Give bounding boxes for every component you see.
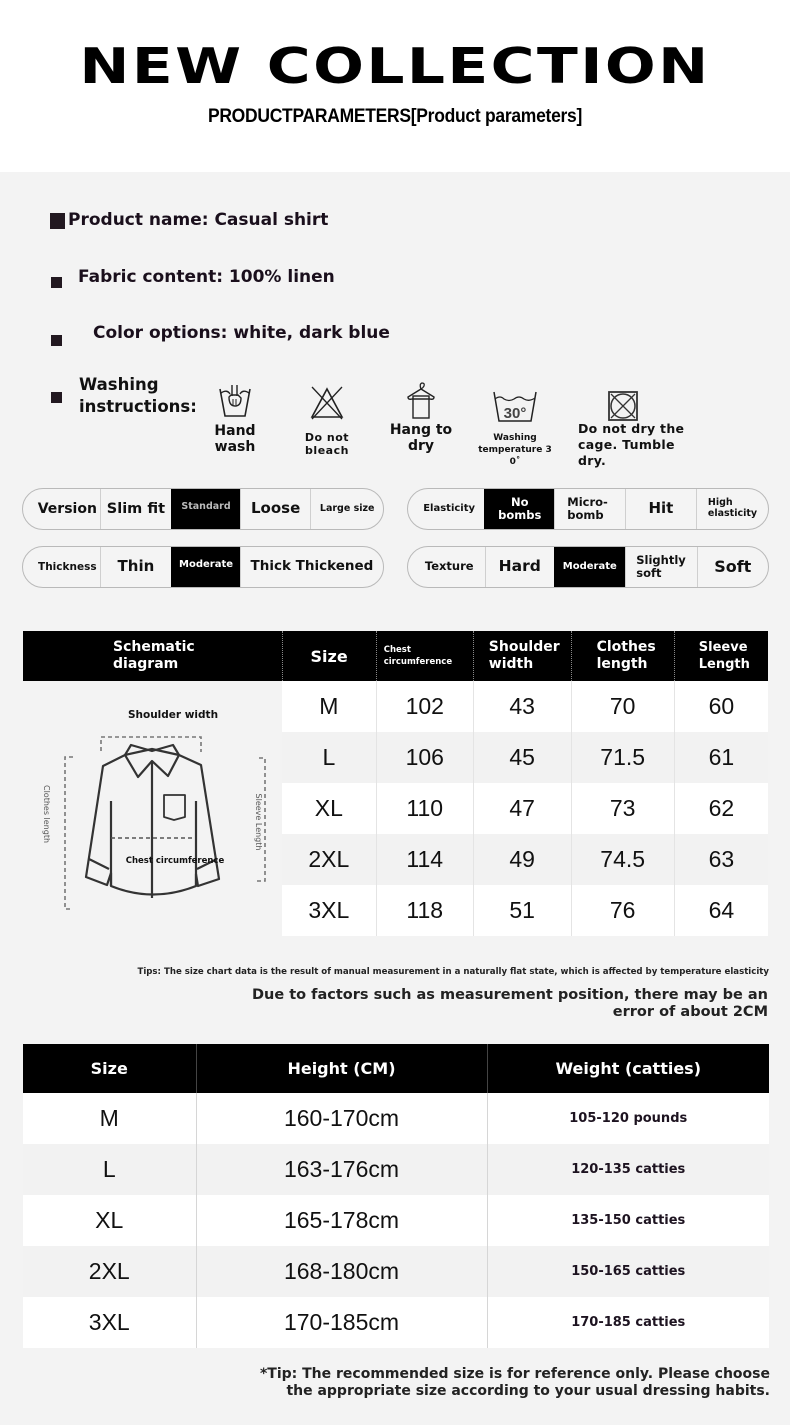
cell-weight: 150-165 catties	[487, 1246, 769, 1297]
wash-30-icon	[492, 390, 538, 424]
care-no-bleach	[282, 385, 372, 457]
attr-elasticity	[407, 488, 769, 530]
cell-shoulder: 45	[473, 732, 571, 783]
cell-weight: 105-120 pounds	[487, 1093, 769, 1144]
care-label: Do not bleach	[304, 431, 350, 457]
table-row	[23, 1297, 769, 1348]
care-hang-dry	[376, 380, 466, 454]
cell-size: 2XL	[282, 834, 376, 885]
footer-tip: *Tip: The recommended size is for reference only. Please choose the appropriate size according to your usual dressing habits.	[259, 1366, 770, 1399]
care-label: Do not dry the cage. Tumble dry.	[578, 421, 685, 468]
attr-option-high-elasticity[interactable]: High elasticity	[696, 489, 768, 529]
cell-sleeve: 63	[674, 834, 768, 885]
header-height: Height (CM)	[196, 1044, 487, 1093]
attr-option-no-bombs[interactable]: No bombs	[484, 489, 554, 529]
care-label: Washing temperature 3 0˚	[478, 433, 552, 467]
attr-option-loose[interactable]: Loose	[240, 489, 311, 529]
header-weight: Weight (catties)	[487, 1044, 769, 1093]
cell-size: L	[23, 1144, 196, 1195]
attr-option-moderate[interactable]: Moderate	[554, 547, 625, 587]
spec-fabric: Fabric content: 100% linen	[78, 267, 335, 287]
cell-shoulder: 47	[473, 783, 571, 834]
attr-option-hard[interactable]: Hard	[485, 547, 555, 587]
washing-instructions-label: Washing instructions:	[79, 375, 197, 416]
cell-size: L	[282, 732, 376, 783]
measurement-tip: Tips: The size chart data is the result of manual measurement in a naturally flat state, which is affected by temperature elasticity	[137, 967, 769, 977]
header-chest: Chest circumference	[376, 631, 473, 681]
attr-texture	[407, 546, 769, 588]
cell-height: 165-178cm	[196, 1195, 487, 1246]
no-tumble-dry-icon	[608, 391, 638, 421]
attr-name: Version	[37, 500, 97, 517]
cell-sleeve: 60	[674, 681, 768, 732]
table-row	[23, 1093, 769, 1144]
attr-name: Texture	[424, 559, 474, 574]
cell-size: M	[282, 681, 376, 732]
header-banner	[0, 0, 790, 172]
cell-chest: 118	[376, 885, 473, 936]
cell-clothes-length: 76	[571, 885, 674, 936]
cell-shoulder: 49	[473, 834, 571, 885]
care-no-tumble-dry	[578, 391, 688, 469]
care-hand-wash	[192, 383, 278, 455]
shirt-diagram-icon	[23, 681, 282, 936]
cell-height: 160-170cm	[196, 1093, 487, 1144]
attr-name: Elasticity	[423, 503, 476, 515]
error-tip: Due to factors such as measurement position, there may be an error of about 2CM	[251, 987, 768, 1020]
table-row	[23, 1195, 769, 1246]
header-shoulder: Shoulder width	[473, 631, 571, 681]
attr-option-thin[interactable]: Thin	[100, 547, 172, 587]
spec-colors: Color options: white, dark blue	[93, 323, 390, 343]
cell-chest: 110	[376, 783, 473, 834]
cell-height: 170-185cm	[196, 1297, 487, 1348]
schematic-diagram	[23, 681, 282, 936]
cell-weight: 170-185 catties	[487, 1297, 769, 1348]
cell-size: M	[23, 1093, 196, 1144]
bullet-square-icon	[51, 335, 62, 346]
cell-size: XL	[282, 783, 376, 834]
cell-size: 3XL	[282, 885, 376, 936]
table-row	[23, 1246, 769, 1297]
cell-size: XL	[23, 1195, 196, 1246]
clothes-length-label: Clothes length	[42, 784, 51, 844]
spec-product-name: Product name: Casual shirt	[68, 210, 329, 230]
cell-shoulder: 43	[473, 681, 571, 732]
bullet-square-icon	[51, 392, 62, 403]
care-label: Hang to dry	[389, 422, 453, 454]
cell-height: 163-176cm	[196, 1144, 487, 1195]
cell-clothes-length: 74.5	[571, 834, 674, 885]
sleeve-length-label: Sleeve Length	[254, 793, 263, 851]
attr-option-standard[interactable]: Standard	[171, 489, 240, 529]
wash-temp-text: 30°	[503, 405, 527, 422]
attr-option-hit[interactable]: Hit	[625, 489, 696, 529]
page-title: NEW COLLECTION	[79, 38, 711, 95]
cell-weight: 135-150 catties	[487, 1195, 769, 1246]
size-chart-table	[23, 631, 768, 936]
shoulder-width-label: Shoulder width	[127, 709, 219, 721]
attr-option-slightly-soft[interactable]: Slightly soft	[625, 547, 697, 587]
attr-version	[22, 488, 384, 530]
cell-clothes-length: 73	[571, 783, 674, 834]
cell-chest: 102	[376, 681, 473, 732]
attr-option-moderate[interactable]: Moderate	[171, 547, 240, 587]
cell-sleeve: 61	[674, 732, 768, 783]
attr-option-large-size[interactable]: Large size	[310, 489, 383, 529]
cell-shoulder: 51	[473, 885, 571, 936]
page-subtitle: PRODUCTPARAMETERS[Product parameters]	[207, 106, 583, 127]
no-bleach-icon	[308, 385, 346, 421]
chest-circumference-label: Chest circumference	[125, 856, 225, 866]
cell-sleeve: 64	[674, 885, 768, 936]
cell-size: 3XL	[23, 1297, 196, 1348]
cell-chest: 106	[376, 732, 473, 783]
cell-weight: 120-135 catties	[487, 1144, 769, 1195]
hand-wash-icon	[217, 383, 253, 419]
attr-option-micro-bomb[interactable]: Micro-bomb	[554, 489, 625, 529]
header-sleeve: Sleeve Length	[674, 631, 768, 681]
header-size: Size	[282, 631, 376, 681]
bullet-square-icon	[50, 213, 65, 229]
bullet-square-icon	[51, 277, 62, 288]
cell-chest: 114	[376, 834, 473, 885]
cell-size: 2XL	[23, 1246, 196, 1297]
hang-dry-icon	[404, 380, 438, 420]
header-size: Size	[23, 1044, 196, 1093]
attr-option-slim-fit[interactable]: Slim fit	[100, 489, 172, 529]
cell-clothes-length: 71.5	[571, 732, 674, 783]
attr-option-soft[interactable]: Soft	[697, 547, 769, 587]
header-schematic: Schematic diagram	[23, 631, 282, 681]
attr-thickness	[22, 546, 384, 588]
attr-option-thick-thickened[interactable]: Thick Thickened	[240, 547, 383, 587]
cell-clothes-length: 70	[571, 681, 674, 732]
size-recommendation-table	[23, 1044, 769, 1348]
cell-sleeve: 62	[674, 783, 768, 834]
cell-height: 168-180cm	[196, 1246, 487, 1297]
attr-name: Thickness	[38, 560, 97, 573]
table-row	[23, 1144, 769, 1195]
care-label: Hand wash	[214, 423, 256, 455]
care-wash-30	[470, 390, 560, 468]
recommend-header	[23, 1044, 769, 1093]
header-clothes-length: Clothes length	[571, 631, 674, 681]
size-chart-header	[23, 631, 768, 681]
table-row	[23, 681, 768, 732]
